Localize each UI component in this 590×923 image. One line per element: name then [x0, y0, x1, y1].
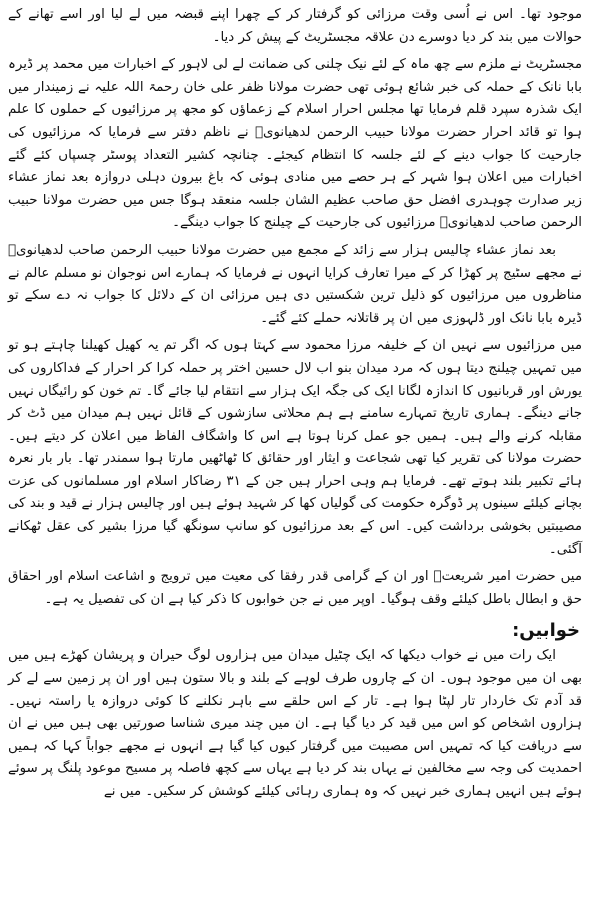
paragraph-arrest: موجود تھا۔ اس نے اُسی وقت مرزائی کو گرفتار کر کے چھرا اپنے قبضہ میں لے لیا اور اسے تھانے کے حوالات میں بند کر دیا دوسرے دن علاقہ مجسٹریٹ کے پیش کر دیا۔ [8, 7, 582, 45]
paragraph-dream: ایک رات میں نے خواب دیکھا کہ ایک چٹیل میدان میں ہزاروں لوگ حیران و پریشان کھڑے ہیں میں بھی ان میں موجود ہوں۔ ان کے چاروں طرف لوہے کے بلند و بالا ستون ہیں اور ان پر زمین سے لے کر قد آدم تک خاردار تار لپٹا ہوا ہے۔ تار کے اس حلقے سے باہر نکلنے کا کوئی دروازہ یا راستہ نہیں۔ ہزاروں اشخاص کو اس میں قید کر دیا گیا ہے۔ ان میں چند میری شناسا صورتیں بھی ہیں میں نے ان سے دریافت کیا کہ تمہیں اس مصیبت میں گرفتار کیوں کیا گیا ہے انہوں نے مجھے جواباً کہا کہ ہمیں احمدیت کی وجہ سے مخالفین نے یہاں بند کر دیا ہے یہاں سے کچھ فاصلہ پر مسیح موعود پلنگ پر سوئے ہوئے ہیں انہیں ہماری خبر نہیں کہ وہ ہماری رہائی کیلئے کوشش کر سکیں۔ میں نے [8, 648, 582, 799]
paragraph-challenge: میں مرزائیوں سے نہیں ان کے خلیفہ مرزا محمود سے کہتا ہوں کہ اگر تم یہ کھیل کھیلنا چاہتے ہو تو میں تمہیں چیلنج دیتا ہوں کہ مرد میدان بنو اب لال حسین اختر پر حملہ کرا کر احرار کے فداکاروں کی یورش اور قربانیوں کا اندازہ لگانا ایک کی جگہ ایک ہزار سے انتقام لیا جائے گا۔ تم خون کو رائیگاں نہیں جانے دینگے۔ ہماری تاریخ تمہارے سامنے ہے ہم محلاتی سازشوں کے قائل نہیں ہم میدان میں ڈٹ کر مقابلہ کرنے والے ہیں۔ ہمیں جو عمل کرنا ہوتا ہے اس کا واشگاف الفاظ میں اعلان کر دیتے ہیں۔ حضرت مولانا کی تقریر کیا تھی شجاعت و ایثار اور حقائق کا ٹھاٹھیں مارتا ہوا سمندر تھا۔ بار بار نعرہ ہائے تکبیر بلند ہوتے تھے۔ فرمایا ہم وہی احرار ہیں جن کے ۳۱ رضاکار اسلام اور مسلمانوں کی عزت بچانے کیلئے سینوں پر ڈوگرہ حکومت کی گولیاں کھا کر شہید ہوئے ہیں اور چالیس ہزار نے قید و بند کی مصیبتیں بخوشی برداشت کیں۔ اس کے بعد مرزائیوں کو سانپ سونگھ گیا مرزا بشیر کی عقل ٹھکانے آگئی۔ [8, 338, 582, 557]
section-heading-dreams: خوابیں: [512, 620, 580, 642]
paragraph-gathering: بعد نماز عشاء چالیس ہزار سے زائد کے مجمع میں حضرت مولانا حبیب الرحمن صاحب لدھیانویؒ نے مجھے سٹیج پر کھڑا کر کے میرا تعارف کرایا انہوں نے فرمایا کہ ہمارے اس نوجوان نو مسلم عالم نے مناظروں میں مرزائیوں کو ذلیل ترین شکستیں دی ہیں مرزائی ان کے دلائل کا جواب نہ دے سکے تو ڈیرہ بابا نانک اور ڈلہوزی میں ان پر قاتلانہ حملے کئے گئے۔ [8, 242, 582, 326]
paragraph-magistrate: مجسٹریٹ نے ملزم سے چھ ماہ کے لئے نیک چلنی کی ضمانت لے لی لاہور کے اخبارات میں محمد پر ڈیرہ بابا نانک کے حملہ کی خبر شائع ہوئی تھی حضرت مولانا ظفر علی خان رحمۃ اللہ علیہ نے زمیندار میں ایک شذرہ سپرد قلم فرمایا تھا مجلس احرار اسلام کے زعماؤں کو مجھ پر مرزائیوں کے حملوں کا علم ہوا تو قائد احرار حضرت مولانا حبیب الرحمن لدھیانویؒ نے ناظم دفتر سے فرمایا کہ مرزائیوں کی جارحیت کا جواب دینے کے لئے جلسہ کا انتظام کیجئے۔ چنانچہ کشیر التعداد پوسٹر چسپاں کئے گئے اخبارات میں اعلان ہوا شہر کے ہر حصے میں منادی ہوئی کہ باغ بیرون دہلی دروازہ بعد نماز عشاء زیر صدارت چوہدری افضل حق صاحب عظیم الشان جلسہ منعقد ہوگا جس میں حضرت مولانا حبیب الرحمن صاحب لدھیانویؒ مرزائیوں کی جارحیت کے چیلنج کا جواب دینگے۔ [8, 57, 582, 231]
paragraph-dedication: میں حضرت امیر شریعتؒ اور ان کے گرامی قدر رفقا کی معیت میں ترویج و اشاعت اسلام اور احقاق حق و ابطال باطل کیلئے وقف ہوگیا۔ اوپر میں نے جن خوابوں کا ذکر کیا ہے ان کی تفصیل یہ ہے۔ [8, 569, 582, 607]
